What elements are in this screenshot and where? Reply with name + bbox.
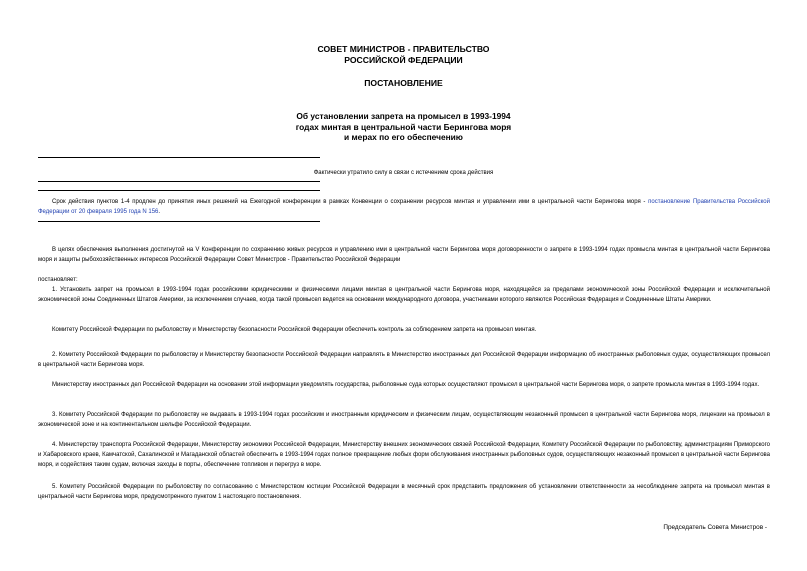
- signature-line: Председатель Совета Министров -: [663, 524, 767, 531]
- extension-end: .: [158, 209, 161, 215]
- divider: [38, 190, 320, 191]
- paragraph-1b: Комитету Российской Федерации по рыболовству и Министерству безопасности Российской Федерации обеспечить контроль за соблюдением запрета на промысел минтая.: [52, 327, 537, 333]
- paragraph-2: 2. Комитету Российской Федерации по рыболовству и Министерству безопасности Российской Федерации направлять в Министерство иностранных дел Российской Федерации информацию об иностранных рыболовных судах, осуществляющих промысел в центральной части Берингова моря.: [38, 352, 770, 368]
- paragraph-3: 3. Комитету Российской Федерации по рыболовству не выдавать в 1993-1994 годах российским и иностранным юридическим и физическим лицам, осуществляющим незаконный промысел в центральной части Берингова моря, лицензии на промысел в экономической зоне и на континентальном шельфе Российской Федерации.: [38, 412, 770, 428]
- subject-line-2: годах минтая в центральной части Берингова моря: [295, 121, 512, 132]
- preamble: В целях обеспечения выполнения достигнутой на V Конференции по сохранению живых ресурсов и управлению ими в центральной части Берингова моря договоренности о запрете в 1993-1994 годах промысла минтая в центральной части Берингова моря и защиты рыбохозяйственных интересов Российской Федерации Совет Министров - Правительство Российской Федерации: [38, 247, 770, 263]
- issuer-line-1: СОВЕТ МИНИСТРОВ - ПРАВИТЕЛЬСТВО: [317, 44, 490, 54]
- decree-link[interactable]: постановление Правительства Российской Федерации от 20 февраля 1995 года N 156: [38, 199, 770, 215]
- divider: [38, 221, 320, 222]
- document-subject: [0, 111, 807, 143]
- paragraph-5: 5. Комитету Российской Федерации по рыболовству по согласованию с Министерством юстиции Российской Федерации в месячный срок представить предложения об установлении ответственности за несоблюдение запрета на промысел минтая в центральной части Берингова моря, предусмотренного пунктом 1 настоящего постановления.: [38, 484, 770, 500]
- extension-note: [38, 197, 770, 217]
- resolves: постановляет:: [38, 277, 78, 283]
- subject-line-3: и мерах по его обеспечению: [344, 132, 463, 142]
- issuer-line-2: РОССИЙСКОЙ ФЕДЕРАЦИИ: [344, 55, 463, 65]
- paragraph-2b: Министерству иностранных дел Российской Федерации на основании этой информации уведомлять государства, рыболовные суда которых осуществляют промысел в центральной части Берингова моря, о запрете промысла минтая в 1993-1994 годах.: [52, 382, 760, 388]
- issuer-title: [0, 44, 807, 66]
- subject-line-1: Об установлении запрета на промысел в 1993-1994: [296, 111, 511, 121]
- lost-force-note: Фактически утратило силу в связи с истечением срока действия: [313, 170, 494, 176]
- document-type: ПОСТАНОВЛЕНИЕ: [364, 78, 443, 88]
- divider: [38, 157, 320, 158]
- paragraph-4: 4. Министерству транспорта Российской Федерации, Министерству экономики Российской Федерации, Министерству внешних экономических связей Российской Федерации, Комитету Российской Федерации по рыболовству, администрациям Приморского и Хабаровского краев, Камчатской, Сахалинской и Магаданской областей обеспечить в 1993-1994 годах полное прекращение любых форм обслуживания иностранных рыболовных судов, осуществляющих незаконный промысел в центральной части Берингова моря, и содействия таким судам, включая заходы в порты, обеспечение топливом и перегруз в море.: [38, 442, 770, 468]
- divider: [38, 181, 320, 182]
- paragraph-1: 1. Установить запрет на промысел в 1993-1994 годах российскими юридическими и физическими лицами минтая в центральной части Берингова моря, находящейся за пределами экономической зоны Российской Федерации и исключительной экономической зоны Соединенных Штатов Америки, за исключением случаев, когда такой промысел ведется на основании международного договора, участниками которого являются Российская Федерация и Соединенные Штаты Америки.: [38, 287, 770, 303]
- extension-text: Срок действия пунктов 1-4 продлен до принятия иных решений на Ежегодной конференции в рамках Конвенции о сохранении ресурсов минтая и управлении ими в центральной части Берингова моря -: [52, 199, 646, 205]
